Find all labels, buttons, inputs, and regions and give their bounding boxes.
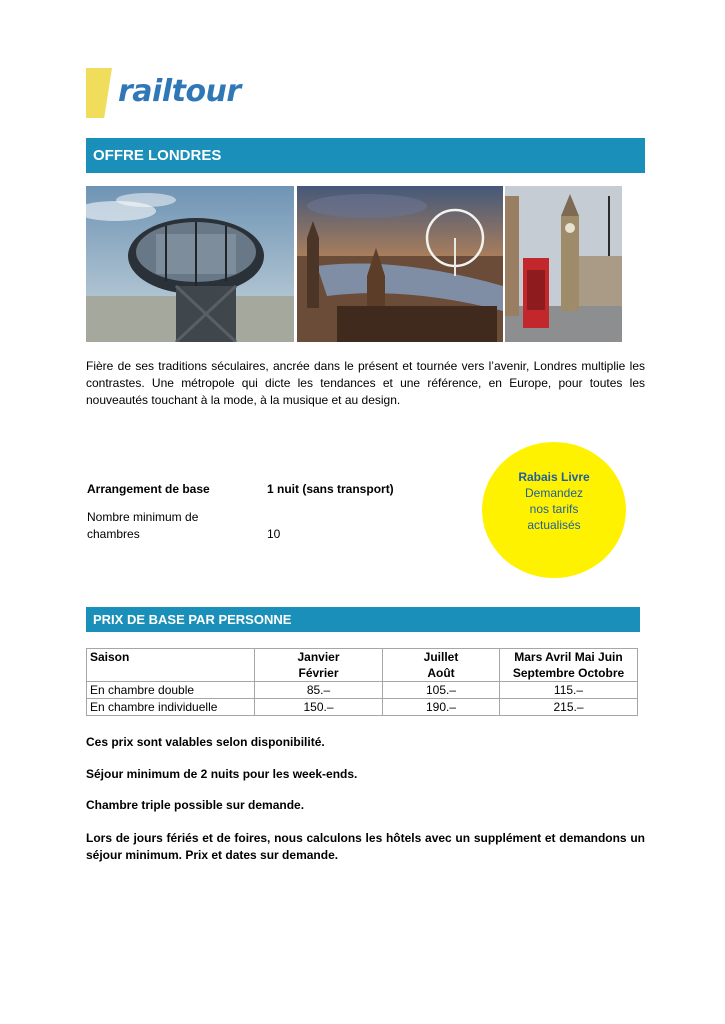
arrangement-base-value: 1 nuit (sans transport) (267, 482, 394, 496)
table-row (87, 682, 638, 699)
column-header-mar-oct (500, 649, 638, 682)
column-header-line: Août (427, 666, 455, 680)
column-header-line: Septembre Octobre (512, 666, 625, 680)
price-table (86, 648, 638, 716)
row-label: En chambre individuelle (87, 699, 255, 716)
prices-title-bar (86, 607, 640, 632)
london-eye-capsule-photo (86, 186, 294, 342)
railtour-logo (86, 68, 241, 118)
price-cell: 105.– (383, 682, 500, 699)
discount-badge-line-2: nos tarifs (529, 502, 579, 516)
discount-badge-line-3: actualisés (527, 518, 581, 532)
row-label: En chambre double (87, 682, 255, 699)
price-cell: 115.– (500, 682, 638, 699)
offer-title-bar (86, 138, 645, 173)
column-header-jan-feb (255, 649, 383, 682)
discount-badge-line-1: Demandez (524, 486, 584, 500)
big-ben-phone-box-photo (505, 186, 622, 342)
discount-badge (482, 442, 626, 578)
price-cell: 215.– (500, 699, 638, 716)
note-holidays-fairs: Lors de jours fériés et de foires, nous calculons les hôtels avec un supplément et demandons un séjour minimum. Prix et dates sur demande. (86, 831, 645, 862)
arrangement-base-label: Arrangement de base (87, 482, 210, 496)
discount-badge-title: Rabais Livre (518, 470, 590, 484)
column-header-line: Juillet (423, 650, 459, 664)
thames-and-london-eye-photo (297, 186, 503, 342)
intro-paragraph: Fière de ses traditions séculaires, ancrée dans le présent et tournée vers l’avenir, Londres multiplie les contrastes. Une métropole qui dicte les tendances et une référence, en Europe, pour toutes les nouveautés touchant à la mode, à la musique et au design. (86, 359, 645, 407)
column-header-line: Mars Avril Mai Juin (514, 650, 623, 664)
note-triple-room: Chambre triple possible sur demande. (86, 798, 305, 812)
minimum-rooms-value: 10 (267, 527, 281, 541)
price-cell: 190.– (383, 699, 500, 716)
table-header-row (87, 649, 638, 682)
note-availability: Ces prix sont valables selon disponibilité. (86, 735, 325, 749)
minimum-rooms-label: Nombre minimum de chambres (87, 510, 199, 541)
column-header-jul-aug (383, 649, 500, 682)
table-row (87, 699, 638, 716)
prices-title: PRIX DE BASE PAR PERSONNE (93, 612, 292, 627)
logo-bar-shape (86, 68, 112, 118)
logo-wordmark: railtour (118, 74, 241, 109)
offer-title: OFFRE LONDRES (93, 147, 222, 164)
note-weekend-minimum: Séjour minimum de 2 nuits pour les week-ends. (86, 767, 358, 781)
column-header-line: Février (298, 666, 339, 680)
season-header: Saison (87, 649, 255, 682)
column-header-line: Janvier (297, 650, 340, 664)
price-cell: 85.– (255, 682, 383, 699)
price-cell: 150.– (255, 699, 383, 716)
